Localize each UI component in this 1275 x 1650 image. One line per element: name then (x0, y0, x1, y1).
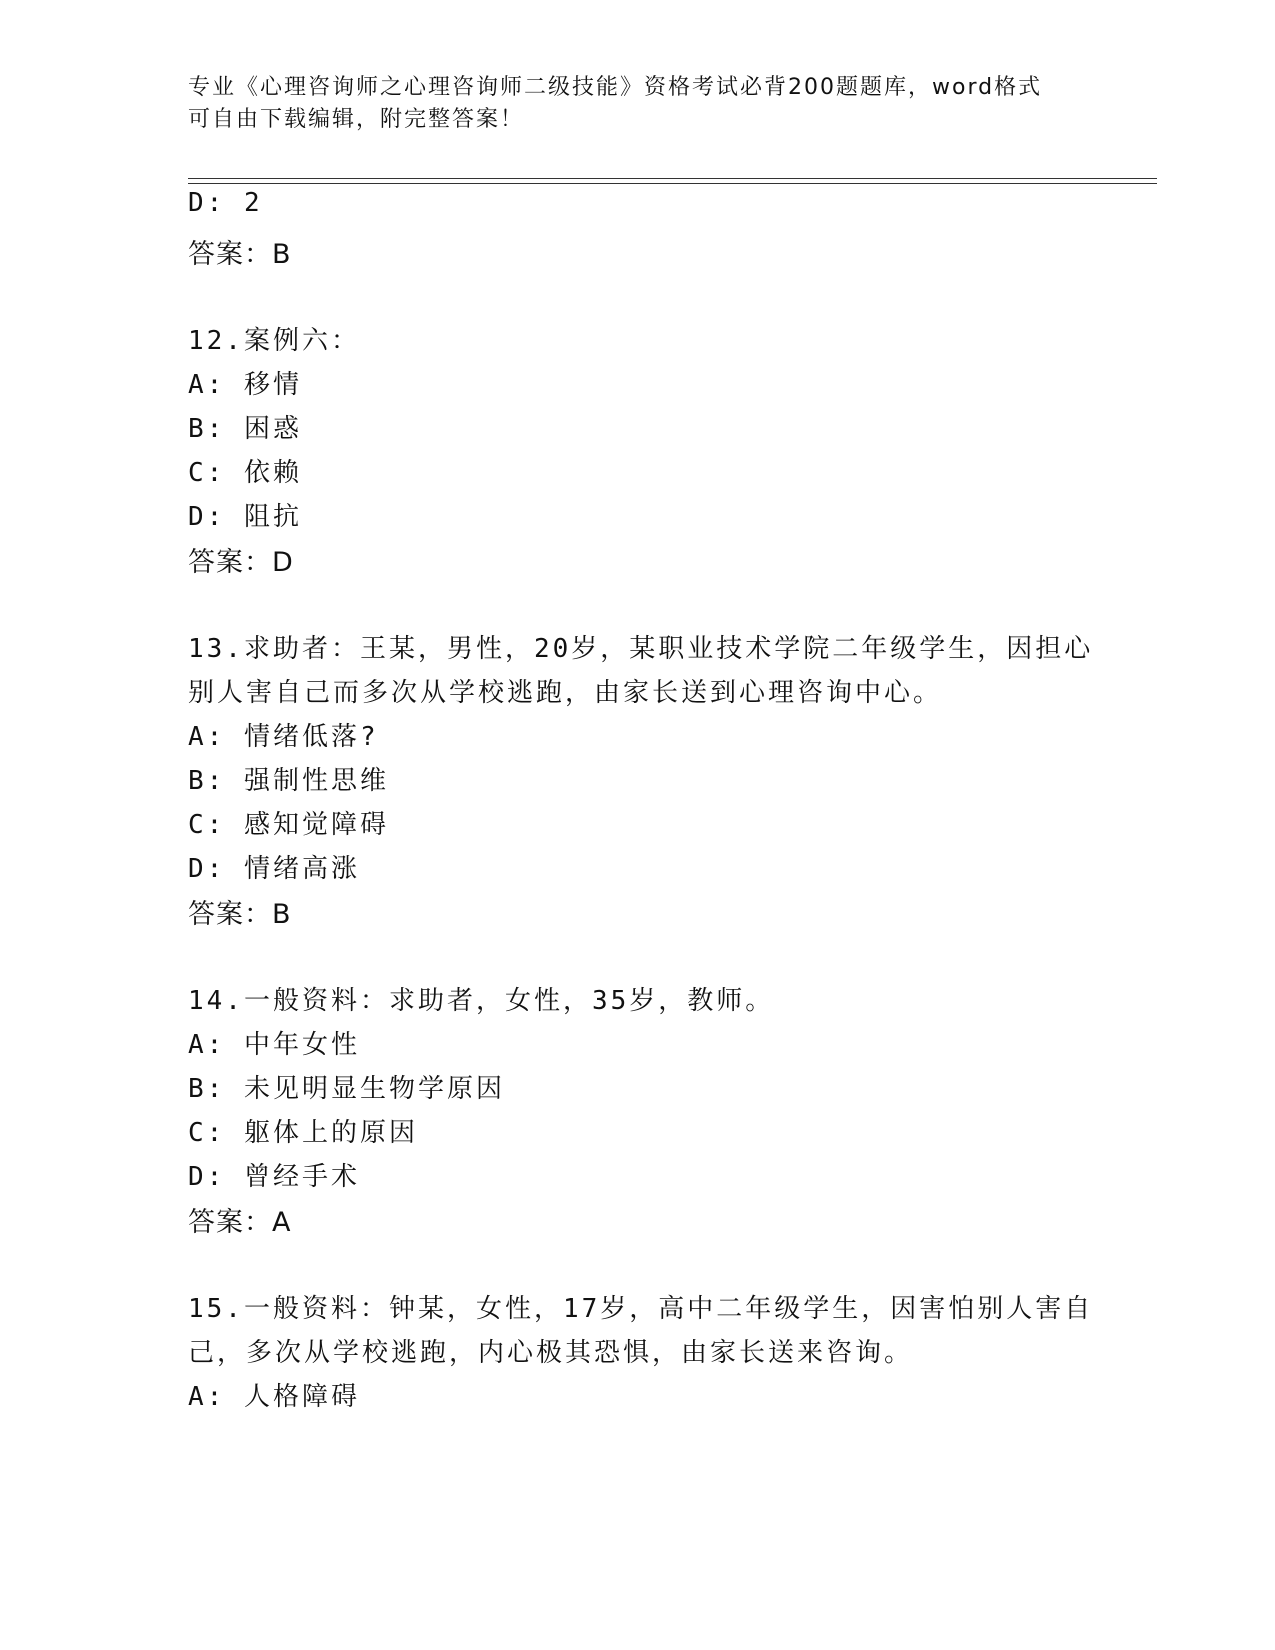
q13-option-d: D: 情绪高涨 (188, 854, 360, 884)
prev-option-d: D: 2 (188, 188, 263, 218)
q12-answer: 答案：D (188, 547, 294, 578)
q14-option-d: D: 曾经手术 (188, 1162, 360, 1192)
q14-answer: 答案：A (188, 1207, 292, 1238)
prev-answer: 答案：B (188, 239, 292, 270)
q13-answer: 答案：B (188, 899, 292, 930)
q14-option-b: B: 未见明显生物学原因 (188, 1074, 505, 1104)
q14-stem: 14.一般资料：求助者，女性，35岁，教师。 (188, 986, 775, 1016)
q12-option-d: D: 阻抗 (188, 502, 302, 532)
q13-stem-line-1: 13.求助者：王某，男性，20岁，某职业技术学院二年级学生，因担心 (188, 634, 1094, 664)
q15-stem-line-2: 己，多次从学校逃跑，内心极其恐惧，由家长送来咨询。 (188, 1338, 914, 1368)
header-divider-bottom (188, 183, 1157, 184)
q15-stem-line-1: 15.一般资料：钟某，女性，17岁，高中二年级学生，因害怕别人害自 (188, 1294, 1094, 1324)
q12-option-a: A: 移情 (188, 370, 302, 400)
header-divider-top (188, 178, 1157, 179)
q12-option-b: B: 困惑 (188, 414, 302, 444)
header-line-1: 专业《心理咨询师之心理咨询师二级技能》资格考试必背200题题库，word格式 (188, 75, 1043, 100)
q13-option-c: C: 感知觉障碍 (188, 810, 389, 840)
q13-option-b: B: 强制性思维 (188, 766, 389, 796)
q15-option-a: A: 人格障碍 (188, 1382, 360, 1412)
q14-option-a: A: 中年女性 (188, 1030, 360, 1060)
document-header (188, 72, 1068, 136)
q12-option-c: C: 依赖 (188, 458, 302, 488)
q13-option-a: A: 情绪低落? (188, 722, 379, 752)
q12-stem: 12.案例六： (188, 326, 360, 356)
q14-option-c: C: 躯体上的原因 (188, 1118, 418, 1148)
q13-stem-line-2: 别人害自己而多次从学校逃跑，由家长送到心理咨询中心。 (188, 678, 943, 708)
header-line-2: 可自由下载编辑，附完整答案！ (188, 107, 525, 132)
